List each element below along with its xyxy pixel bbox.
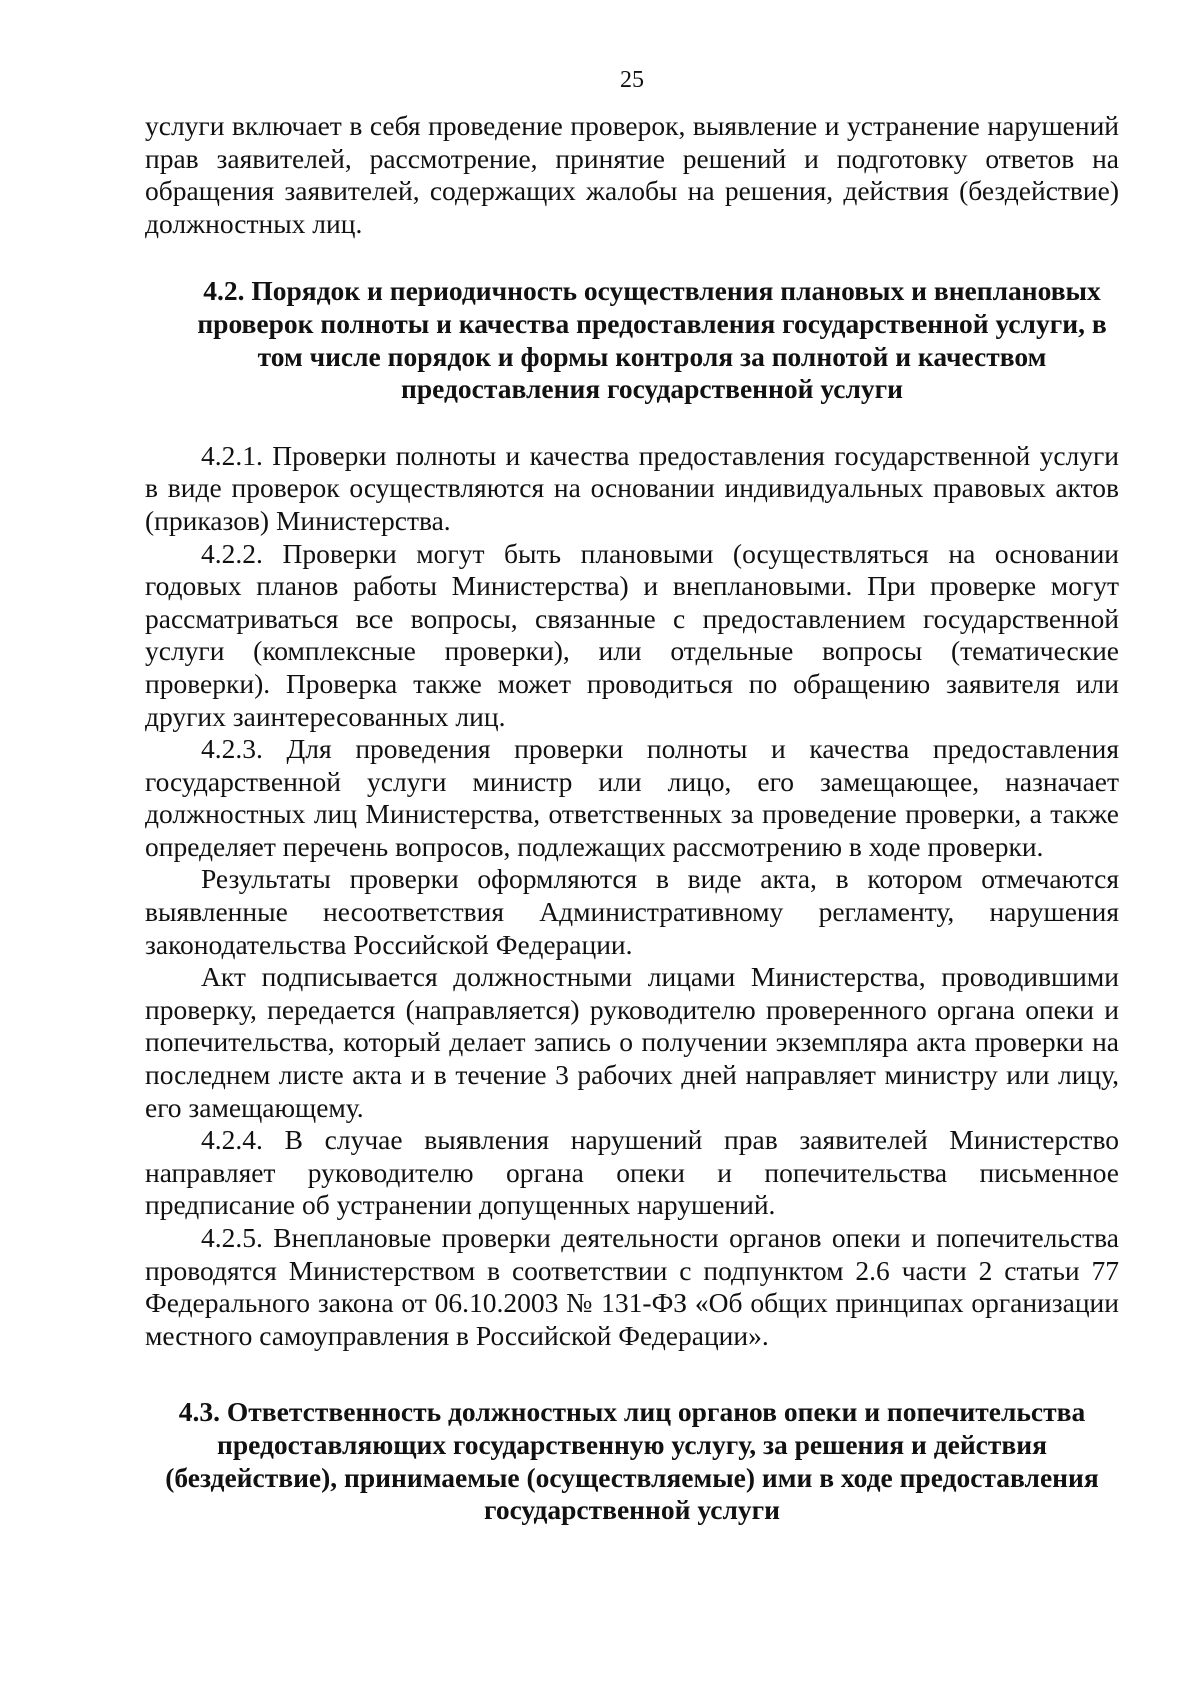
paragraph-4-2-4: 4.2.4. В случае выявления нарушений прав заявителей Министерство направляет руководителю органа опеки и попечительства письменное предписание об устранении допущенных нарушений. [145,1124,1119,1221]
paragraph-act-signing: Акт подписывается должностными лицами Министерства, проводившими проверку, передается (направляется) руководителю проверенного органа опеки и попечительства, который делает запись о получении экземпляра акта проверки на последнем листе акта и в течение 3 рабочих дней направляет министру или лицу, его замещающему. [145,961,1119,1123]
section-4-3-heading: 4.3. Ответственность должностных лиц органов опеки и попечительства предоставляющих государственную услугу, за решения и действия (бездействие), принимаемые (осуществляемые) ими в ходе предоставления государственной услуги [165,1396,1099,1526]
paragraph-4-2-5: 4.2.5. Внеплановые проверки деятельности органов опеки и попечительства проводятся Министерством в соответствии с подпунктом 2.6 части 2 статьи 77 Федерального закона от 06.10.2003 № 131-ФЗ «Об общих принципах организации местного самоуправления в Российской Федерации». [145,1222,1119,1351]
paragraph-inspection-results: Результаты проверки оформляются в виде акта, в котором отмечаются выявленные несоответствия Административному регламенту, нарушения законодательства Российской Федерации. [145,863,1119,960]
intro-paragraph: услуги включает в себя проведение проверок, выявление и устранение нарушений прав заявителей, рассмотрение, принятие решений и подготовку ответов на обращения заявителей, содержащих жалобы на решения, действия (бездействие) должностных лиц. [145,110,1119,239]
paragraph-4-2-2: 4.2.2. Проверки могут быть плановыми (осуществляться на основании годовых планов работы Министерства) и внеплановыми. При проверке могут рассматриваться все вопросы, связанные с предоставлением государственной услуги (комплексные проверки), или отдельные вопросы (тематические проверки). Проверка также может проводиться по обращению заявителя или других заинтересованных лиц. [145,537,1119,732]
section-4-2-heading: 4.2. Порядок и периодичность осуществления плановых и внеплановых проверок полноты и качества предоставления государственной услуги, в том числе порядок и формы контроля за полнотой и качеством предоставления государственной услуги [197,275,1107,405]
paragraph-4-2-1: 4.2.1. Проверки полноты и качества предоставления государственной услуги в виде проверок осуществляются на основании индивидуальных правовых актов (приказов) Министерства. [145,439,1119,536]
document-page [145,66,1119,1527]
page-number: 25 [620,67,644,93]
paragraph-4-2-3: 4.2.3. Для проведения проверки полноты и качества предоставления государственной услуги министр или лицо, его замещающее, назначает должностных лиц Министерства, ответственных за проведение проверки, а также определяет перечень вопросов, подлежащих рассмотрению в ходе проверки. [145,733,1119,862]
